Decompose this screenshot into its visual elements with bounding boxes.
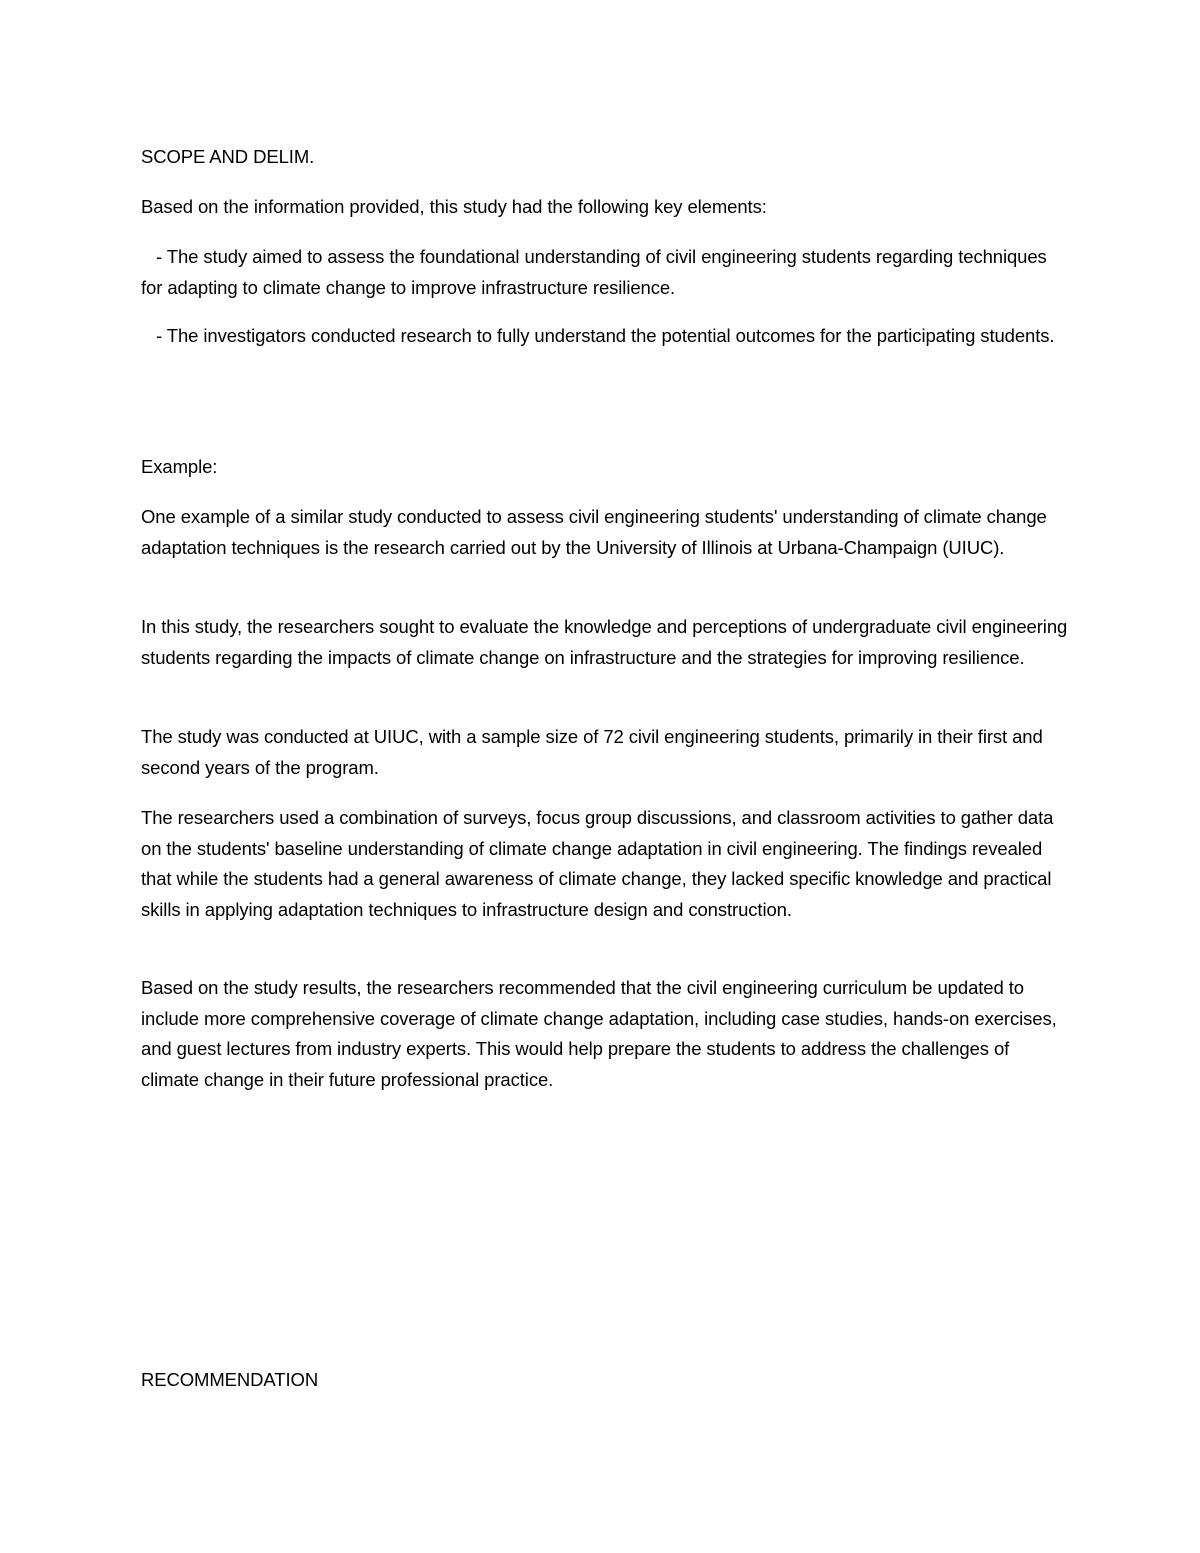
section-heading-scope: SCOPE AND DELIM. [141,146,315,167]
body-paragraph: The study was conducted at UIUC, with a sample size of 72 civil engineering students, primarily in their first and second years of the program. [141,726,1043,778]
bullet-item: - The investigators conducted research to fully understand the potential outcomes for the participating students. [156,325,1055,346]
bullet-item: - The study aimed to assess the foundational understanding of civil engineering students regarding techniques for adapting to climate change to improve infrastructure resilience. [141,246,1047,298]
body-paragraph: Based on the study results, the researchers recommended that the civil engineering curriculum be updated to include more comprehensive coverage of climate change adaptation, including case studies, hands-on exercises, and guest lectures from industry experts. This would help prepare the students to address the challenges of climate change in their future professional practice. [141,977,1057,1090]
body-paragraph: The researchers used a combination of surveys, focus group discussions, and classroom activities to gather data on the students' baseline understanding of climate change adaptation in civil engineering. The findings revealed that while the students had a general awareness of climate change, they lacked specific knowledge and practical skills in applying adaptation techniques to infrastructure design and construction. [141,807,1054,920]
body-paragraph: In this study, the researchers sought to evaluate the knowledge and perceptions of undergraduate civil engineering students regarding the impacts of climate change on infrastructure and the strategies for improving resilience. [141,616,1068,668]
intro-paragraph: Based on the information provided, this study had the following key elements: [141,196,767,217]
example-label: Example: [141,456,218,477]
section-heading-recommendation: RECOMMENDATION [141,1369,319,1390]
body-paragraph: One example of a similar study conducted to assess civil engineering students' understanding of climate change adaptation techniques is the research carried out by the University of Illinois at Urbana-Champaign (UIUC). [141,506,1047,558]
